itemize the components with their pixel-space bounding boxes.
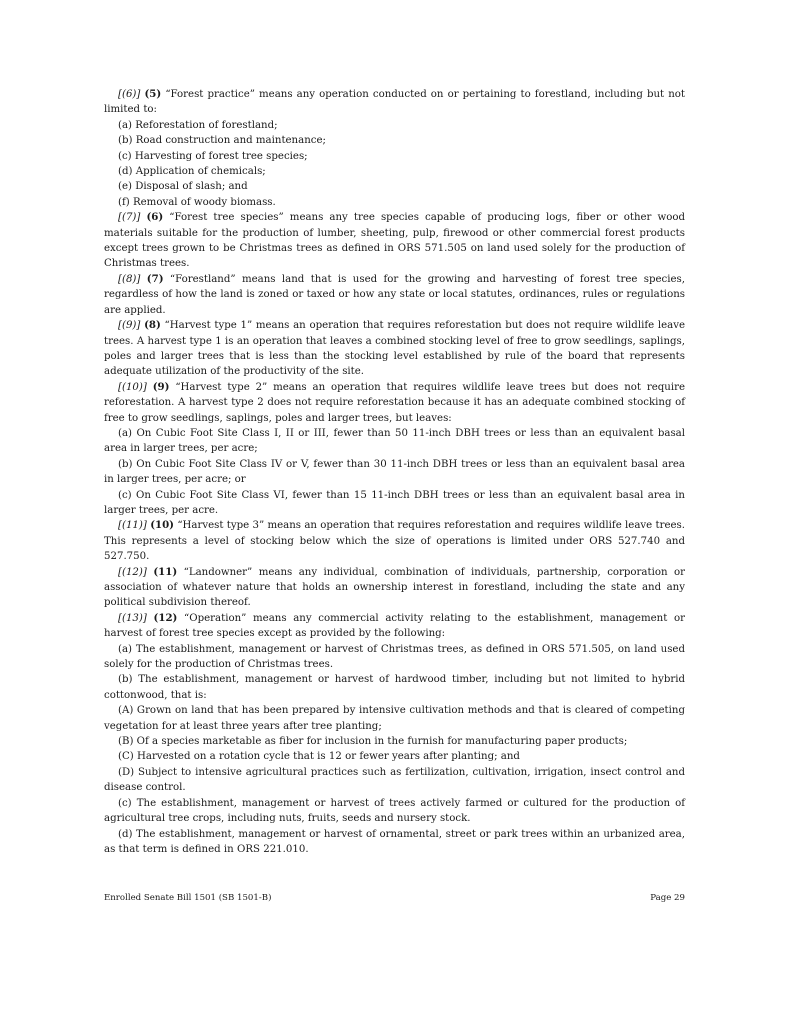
paragraph-text: (b) The establishment, management or harvest of hardwood timber, including but not limited to hybrid cottonwood, that is: [104, 674, 685, 701]
deleted-section-number: [(11)] [118, 520, 147, 532]
deleted-section-number: [(8)] [118, 273, 141, 285]
subsection-paragraph [104, 133, 685, 148]
definition-paragraph [104, 210, 685, 272]
deleted-section-number: [(6)] [118, 89, 141, 100]
paragraph-text: (c) Harvesting of forest tree species; [118, 150, 308, 162]
deleted-section-number: [(13)] [118, 612, 147, 624]
footer-page-number: Page 29 [650, 893, 685, 903]
paragraph-text: (b) On Cubic Foot Site Class IV or V, fewer than 30 11-inch DBH trees or less than an equivalent basal area in larger trees, per acre; or [104, 458, 685, 486]
subsection-paragraph [104, 749, 685, 764]
definition-paragraph [104, 272, 685, 318]
subsection-paragraph [104, 164, 685, 179]
subsection-paragraph [104, 672, 685, 703]
new-section-number: (11) [153, 565, 178, 578]
paragraph-text: (a) On Cubic Foot Site Class I, II or III, fewer than 50 11-inch DBH trees or less than an equivalent basal area in larger trees, per acre; [104, 427, 685, 455]
new-section-number: (6) [146, 211, 164, 224]
definition-paragraph [104, 87, 685, 118]
paragraph-text: (B) Of a species marketable as fiber for inclusion in the furnish for manufacturing paper products; [118, 736, 628, 748]
paragraph-text: (D) Subject to intensive agricultural practices such as fertilization, cultivation, irrigation, insect control and disease control. [104, 766, 685, 794]
subsection-paragraph [104, 765, 685, 796]
subsection-paragraph [104, 118, 685, 133]
new-section-number: (5) [144, 88, 162, 100]
definition-paragraph [104, 380, 685, 426]
paragraph-text: “Forestland” means land that is used for the growing and harvesting of forest tree species, regardless of how the land is zoned or taxed or how any state or local statutes, ordinances, rules or regulations are applied. [104, 273, 685, 316]
subsection-paragraph [104, 827, 685, 858]
subsection-paragraph [104, 195, 685, 210]
new-section-number: (9) [152, 380, 170, 393]
deleted-section-number: [(7)] [118, 212, 141, 224]
paragraph-text: (a) Reforestation of forestland; [118, 119, 278, 131]
paragraph-text: “Forest practice” means any operation conducted on or pertaining to forestland, including but not limited to: [104, 89, 685, 116]
paragraph-text: “Forest tree species” means any tree species capable of producing logs, fiber or other wood materials suitable for the production of lumber, sheeting, pulp, firewood or other commercial forest products except trees grown to be Christmas trees as defined in ORS 571.505 on land used solely for the production of Christmas trees. [104, 212, 685, 270]
definition-paragraph [104, 611, 685, 642]
document-body [104, 87, 685, 857]
subsection-paragraph [104, 734, 685, 749]
paragraph-text: (e) Disposal of slash; and [118, 181, 248, 193]
new-section-number: (10) [150, 519, 175, 532]
deleted-section-number: [(9)] [118, 320, 141, 332]
paragraph-text: (c) The establishment, management or harvest of trees actively farmed or cultured for the production of agricultural tree crops, including nuts, fruits, seeds and nursery stock. [104, 797, 685, 825]
paragraph-text: “Landowner” means any individual, combination of individuals, partnership, corporation or association of whatever nature that holds an ownership interest in forestland, including the state and any political subdivision thereof. [104, 566, 685, 609]
paragraph-text: “Harvest type 1” means an operation that requires reforestation but does not require wildlife leave trees. A harvest type 1 is an operation that leaves a combined stocking level of free to grow seedlings, saplings, poles and larger trees that is less than the stocking level established by rule of the board that represents adequate utilization of the productivity of the site. [104, 320, 685, 378]
subsection-paragraph [104, 796, 685, 827]
subsection-paragraph [104, 703, 685, 734]
subsection-paragraph [104, 457, 685, 488]
new-section-number: (7) [146, 272, 164, 285]
subsection-paragraph [104, 488, 685, 519]
paragraph-text: (C) Harvested on a rotation cycle that is 12 or fewer years after planting; and [118, 751, 520, 763]
paragraph-text: “Harvest type 3” means an operation that requires reforestation and requires wildlife leave trees. This represents a level of stocking below which the size of operations is limited under ORS 527.740 and 527.750. [104, 520, 685, 563]
paragraph-text: (f) Removal of woody biomass. [118, 196, 276, 208]
definition-paragraph [104, 565, 685, 611]
paragraph-text: (d) Application of chemicals; [118, 166, 266, 178]
subsection-paragraph [104, 642, 685, 673]
paragraph-text: (c) On Cubic Foot Site Class VI, fewer than 15 11-inch DBH trees or less than an equivalent basal area in larger trees, per acre. [104, 489, 685, 516]
paragraph-text: (d) The establishment, management or harvest of ornamental, street or park trees within an urbanized area, as that term is defined in ORS 221.010. [104, 828, 685, 855]
subsection-paragraph [104, 149, 685, 164]
new-section-number: (8) [144, 319, 161, 332]
deleted-section-number: [(10)] [118, 381, 147, 393]
paragraph-text: (A) Grown on land that has been prepared by intensive cultivation methods and that is cleared of competing vegetation for at least three years after tree planting; [104, 705, 685, 732]
footer-bill-title: Enrolled Senate Bill 1501 (SB 1501-B) [104, 893, 272, 903]
deleted-section-number: [(12)] [118, 566, 147, 578]
subsection-paragraph [104, 179, 685, 194]
subsection-paragraph [104, 426, 685, 457]
paragraph-text: (a) The establishment, management or harvest of Christmas trees, as defined in ORS 571.505, on land used solely for the production of Christmas trees. [104, 643, 685, 671]
definition-paragraph [104, 318, 685, 380]
definition-paragraph [104, 518, 685, 564]
new-section-number: (12) [153, 611, 178, 624]
page-footer [104, 893, 685, 903]
paragraph-text: “Operation” means any commercial activity relating to the establishment, management or harvest of forest tree species except as provided by the following: [104, 612, 685, 640]
paragraph-text: “Harvest type 2” means an operation that requires wildlife leave trees but does not require reforestation. A harvest type 2 does not require reforestation because it has an adequate combined stocking of free to grow seedlings, saplings, poles and larger trees, but leaves: [104, 381, 685, 424]
paragraph-text: (b) Road construction and maintenance; [118, 135, 326, 147]
